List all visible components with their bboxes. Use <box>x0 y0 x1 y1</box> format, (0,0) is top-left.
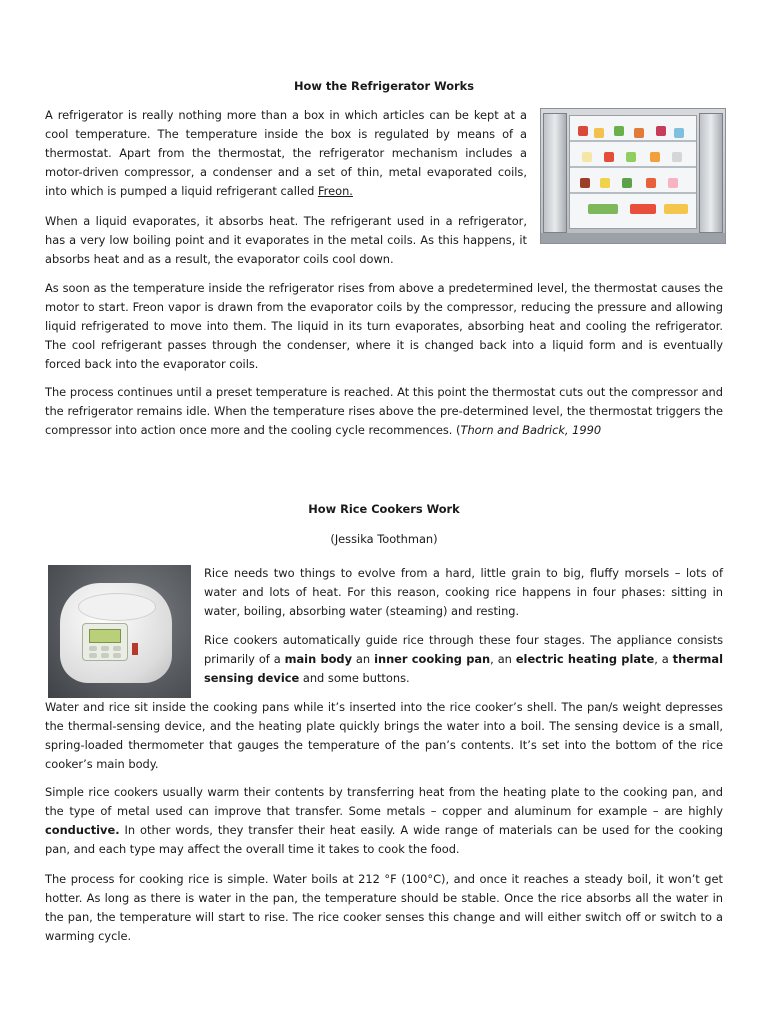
rice-cooker-paragraph-5: The process for cooking rice is simple. Water boils at 212 °F (100°C), and once it reaches a steady boil, it won’t get hotter. As long as there is water in the pan, the temperature should be stable. Once the rice absorbs all the water in the pan, the temperature will start to rise. The rice cooker senses this change and will either switch off or switch to a warming cycle. <box>45 872 723 943</box>
term-main-body: main body <box>284 652 353 666</box>
fridge-left-door <box>543 113 567 233</box>
rice-cooker-image <box>48 565 191 698</box>
cooker-display <box>89 629 121 643</box>
refrigerator-image <box>540 108 726 244</box>
rice-cooker-paragraph-2 <box>204 631 723 688</box>
fridge-drawer <box>541 233 725 243</box>
cooker-logo <box>132 643 138 655</box>
rice-p2-text-b: an <box>352 652 375 666</box>
rice-cooker-author: (Jessika Toothman) <box>330 532 438 546</box>
cooker-body <box>60 583 172 683</box>
refrigerator-p1-text: A refrigerator is really nothing more than a box in which articles can be kept at a cool temperature. The temperature inside the box is regulated by means of a thermostat. Apart from the thermostat, the refrigerator mechanism includes a motor-driven compressor, a condenser and a set of thin, metal evaporated coils, into which is pumped a liquid refrigerant called <box>45 108 527 198</box>
term-conductive: conductive. <box>45 823 120 837</box>
refrigerator-title: How the Refrigerator Works <box>293 79 475 93</box>
rice-p4-text-a: Simple rice cookers usually warm their contents by transferring heat from the heating plate to the cooking pan, and the type of metal used can improve that transfer. Some metals – copper and aluminum for example – are highly <box>45 785 723 818</box>
rice-p2-text-d: , a <box>654 652 673 666</box>
fridge-right-door <box>699 113 723 233</box>
term-heating-plate: electric heating plate <box>515 652 655 666</box>
rice-cooker-paragraph-1: Rice needs two things to evolve from a hard, little grain to big, fluffy morsels – lots of water and lots of heat. For this reason, cooking rice happens in four phases: sitting in water, boiling, absorbing water (steaming) and resting. <box>204 566 723 618</box>
rice-p2-text-e: and some buttons. <box>299 671 410 685</box>
rice-p2-text-a: Rice cookers automatically guide rice through these four stages. The appliance consists primarily of a <box>204 633 723 666</box>
refrigerator-paragraph-4 <box>45 383 723 440</box>
term-thermal-sensing-device: thermal sensing device <box>204 652 724 685</box>
refrigerator-paragraph-3: As soon as the temperature inside the refrigerator rises from above a predetermined level, the thermostat causes the motor to start. Freon vapor is drawn from the evaporator coils by the compressor, reducing the pressure and allowing liquid refrigerated to move into them. The liquid in its turn evaporates, absorbing heat and cooling the refrigerator. The cool refrigerant passes through the condenser, where it is changed back into a liquid form and is eventually forced back into the evaporator coils. <box>45 281 723 371</box>
fridge-interior <box>569 115 697 229</box>
refrigerator-p4-text: The process continues until a preset temperature is reached. At this point the thermostat cuts out the compressor and the refrigerator remains idle. When the temperature rises above the pre-determined level, the thermostat triggers the compressor into action once more and the cooling cycle recommences. ( <box>45 385 723 437</box>
term-inner-cooking-pan: inner cooking pan <box>374 652 491 666</box>
rice-cooker-paragraph-4 <box>45 783 723 859</box>
rice-p2-text-c: , an <box>490 652 516 666</box>
refrigerator-paragraph-1 <box>45 106 527 201</box>
freon-link[interactable]: Freon. <box>317 184 353 198</box>
rice-cooker-paragraph-3: Water and rice sit inside the cooking pans while it’s inserted into the rice cooker’s shell. The pan/s weight depresses the thermal-sensing device, and the heating plate quickly brings the water into a boil. The sensing device is a small, spring-loaded thermometer that gauges the temperature of the pan’s contents. It’s set into the bottom of the rice cooker’s main body. <box>45 700 723 771</box>
refrigerator-paragraph-2: When a liquid evaporates, it absorbs heat. The refrigerant used in a refrigerator, has a very low boiling point and it evaporates in the metal coils. As this happens, it absorbs heat and as a result, the evaporator coils cool down. <box>45 214 527 266</box>
cooker-lid <box>78 593 156 621</box>
rice-cooker-title: How Rice Cookers Work <box>308 502 460 516</box>
refrigerator-citation: Thorn and Badrick, 1990 <box>460 423 602 437</box>
cooker-control-panel <box>82 623 128 661</box>
rice-p4-text-b: In other words, they transfer their heat easily. A wide range of materials can be used for the cooking pan, and each type may affect the overall time it takes to cook the food. <box>45 823 723 856</box>
